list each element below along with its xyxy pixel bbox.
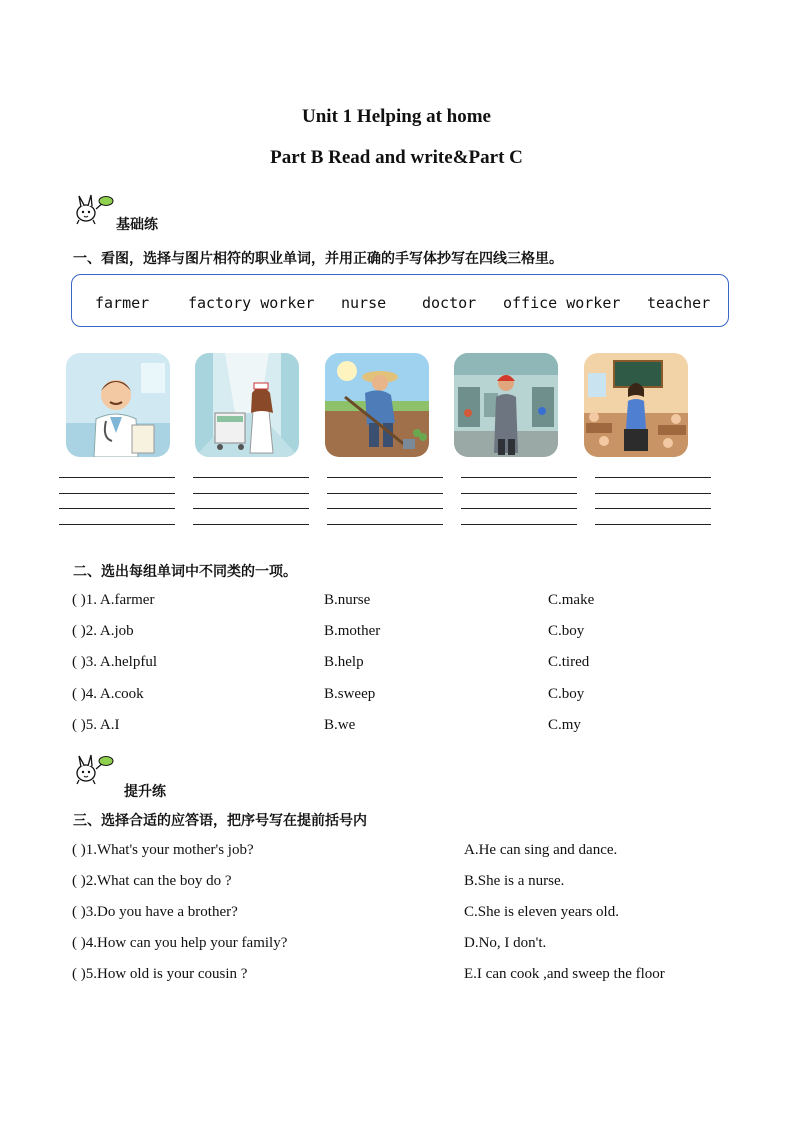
question-3-heading: 三、选择合适的应答语，把序号写在提前括号内	[73, 813, 367, 829]
writing-lines[interactable]	[595, 477, 711, 539]
q3-question: ( )4.How can you help your family?	[72, 935, 288, 951]
q2-item-number: ( )2. A.job	[72, 623, 134, 639]
q3-answer: E.I can cook ,and sweep the floor	[464, 966, 665, 982]
q2-item-number: ( )1. A.farmer	[72, 592, 155, 608]
q3-answer: D.No, I don't.	[464, 935, 547, 951]
word-bank-item: office worker	[503, 294, 621, 312]
q2-item-number: ( )3. A.helpful	[72, 654, 157, 670]
section-advanced-label: 提升练	[124, 784, 166, 800]
section-basic-label: 基础练	[116, 217, 158, 233]
word-bank-item: teacher	[647, 294, 711, 312]
worksheet-subtitle: Part B Read and write&Part C	[270, 147, 523, 168]
q2-option-c: C.my	[548, 717, 581, 733]
q2-option-c: C.make	[548, 592, 595, 608]
teacher-picture	[584, 353, 688, 457]
q2-option-c: C.boy	[548, 686, 585, 702]
q3-answer: A.He can sing and dance.	[464, 842, 618, 858]
q3-answer: B.She is a nurse.	[464, 873, 565, 889]
question-2-heading: 二、选出每组单词中不同类的一项。	[73, 564, 297, 580]
rabbit-icon	[74, 753, 114, 785]
q3-answer: C.She is eleven years old.	[464, 904, 619, 920]
word-bank-item: factory worker	[188, 294, 315, 312]
nurse-picture	[195, 353, 299, 457]
q3-question: ( )5.How old is your cousin ?	[72, 966, 248, 982]
writing-lines[interactable]	[59, 477, 175, 539]
q2-option-b: B.sweep	[324, 686, 376, 702]
q3-question: ( )3.Do you have a brother?	[72, 904, 238, 920]
q2-option-c: C.boy	[548, 623, 585, 639]
farmer-picture	[325, 353, 429, 457]
word-bank-box	[71, 274, 729, 327]
q3-question: ( )1.What's your mother's job?	[72, 842, 254, 858]
word-bank-item: farmer	[95, 294, 150, 312]
q2-option-b: B.mother	[324, 623, 381, 639]
writing-lines[interactable]	[327, 477, 443, 539]
q2-option-b: B.nurse	[324, 592, 371, 608]
q3-question: ( )2.What can the boy do ?	[72, 873, 232, 889]
factory-worker-picture	[454, 353, 558, 457]
writing-lines[interactable]	[193, 477, 309, 539]
q2-item-number: ( )4. A.cook	[72, 686, 144, 702]
word-bank-item: nurse	[341, 294, 387, 312]
writing-lines[interactable]	[461, 477, 577, 539]
q2-item-number: ( )5. A.I	[72, 717, 120, 733]
word-bank-item: doctor	[422, 294, 477, 312]
doctor-picture	[66, 353, 170, 457]
question-1-heading: 一、看图，选择与图片相符的职业单词，并用正确的手写体抄写在四线三格里。	[73, 251, 563, 267]
q2-option-b: B.we	[324, 717, 356, 733]
q2-option-b: B.help	[324, 654, 364, 670]
rabbit-icon	[74, 193, 114, 225]
q2-option-c: C.tired	[548, 654, 590, 670]
worksheet-title: Unit 1 Helping at home	[302, 106, 491, 127]
